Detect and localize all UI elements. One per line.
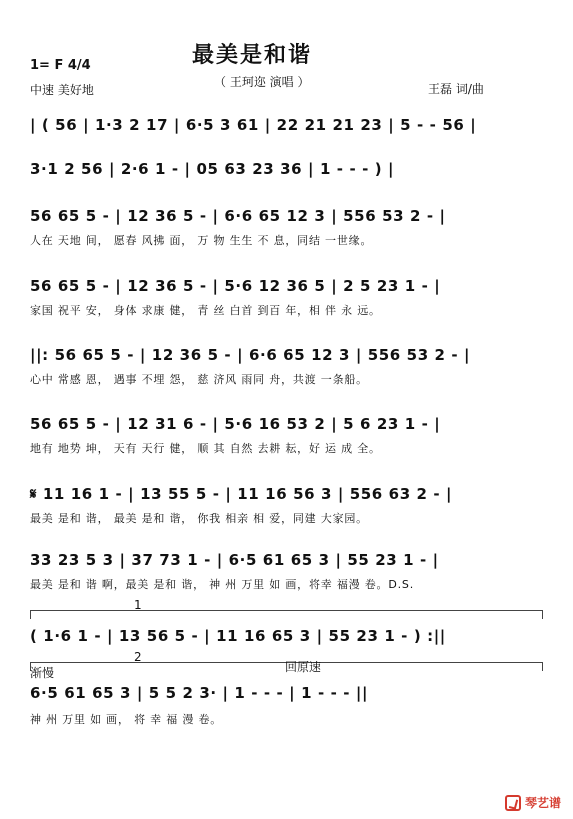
notes-row-10: 6·5 61 65 3 | 5 5 2 3· | 1 - - - | 1 - - - || [30,684,369,702]
song-title: 最美是和谐 [192,43,313,68]
lyrics-row-3: 人在 天地 间， 愿春 风拂 面， 万 物 生生 不 息，同结 一世缘。 [30,234,373,247]
notes-row-4: 56 65 5 - | 12 36 5 - | 5·6 12 36 5 | 2 5 23 1 - | [30,277,441,295]
score-row-1 [30,116,543,140]
notes-row-5: ||: 56 65 5 - | 12 36 5 - | 6·6 65 12 3 | 556 53 2 - | [30,346,471,364]
lyrics-row-7: 最美 是和 谐， 最美 是和 谐， 你我 相亲 相 爱，同建 大家园。 [30,512,368,525]
notes-row-1: | ( 56 | 1·3 2 17 | 6·5 3 61 | 22 21 21 23 | 5 - - 56 | [30,116,477,134]
lyrics-row-4: 家国 祝平 安， 身体 求康 健， 青 丝 白首 到百 年，相 伴 永 远。 [30,304,381,317]
watermark-logo [505,794,561,811]
notes-row-2: 3·1 2 56 | 2·6 1 - | 05 63 23 36 | 1 - - - ) | [30,160,395,178]
volta-1-number: 1 [134,598,142,612]
notes-row-9: ( 1·6 1 - | 13 56 5 - | 11 16 65 3 | 55 23 1 - ) :|| [30,627,446,645]
key-signature: 1= F 4/4 [30,58,91,73]
rit-marking: 渐慢 [30,666,55,680]
score-row-4 [30,277,543,321]
lyrics-row-8: 最美 是和 谐 啊，最美 是和 谐， 神 州 万里 如 画，将幸 福漫 卷。D.S. [30,578,415,591]
score-row-3 [30,207,543,251]
lyrics-row-5: 心中 常感 恩， 遇事 不埋 怨， 慈 济风 雨同 舟，共渡 一条船。 [30,373,368,386]
watermark-text: 琴艺谱 [524,796,561,810]
lyrics-row-10: 神 州 万里 如 画， 将 幸 福 漫 卷。 [30,713,223,726]
score-row-8 [30,551,543,595]
notes-row-6: 56 65 5 - | 12 31 6 - | 5·6 16 53 2 | 5 6 23 1 - | [30,415,441,433]
score-row-7 [30,485,543,529]
credits: 王磊 词/曲 [428,82,484,96]
notes-row-3: 56 65 5 - | 12 36 5 - | 6·6 65 12 3 | 556 53 2 - | [30,207,446,225]
notes-row-7: 𝄋 11 16 1 - | 13 55 5 - | 11 16 56 3 | 556 63 2 - | [30,485,453,503]
score-row-5 [30,346,543,390]
tempo-marking: 中速 美好地 [30,83,94,97]
score-row-10 [30,650,543,732]
volta-1-bracket [30,610,543,621]
score-row-6 [30,415,543,459]
volta-2-number: 2 [134,650,142,664]
score-row-9 [30,598,543,660]
a-tempo-marking: 回原速 [285,660,322,674]
score-row-2 [30,160,543,184]
qinyipu-logo-icon [505,795,521,811]
singer-subtitle: （ 王珂迩 演唱 ） [214,75,310,89]
notes-row-8: 33 23 5 3 | 37 73 1 - | 6·5 61 65 3 | 55 23 1 - | [30,551,439,569]
lyrics-row-6: 地有 地势 坤， 天有 天行 健， 顺 其 自然 去耕 耘，好 运 成 全。 [30,442,381,455]
